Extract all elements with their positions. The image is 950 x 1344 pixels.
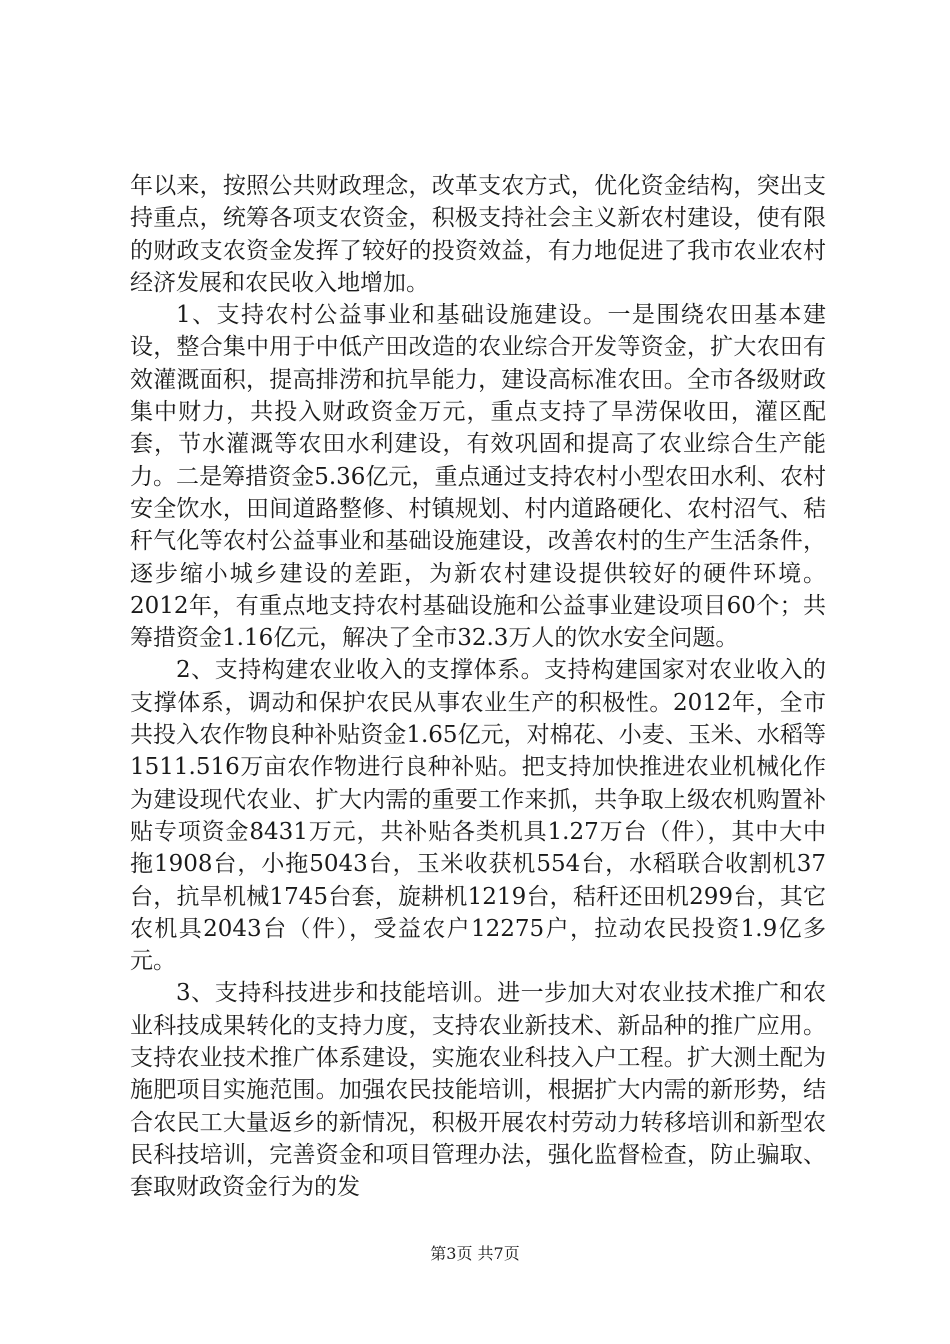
document-body xyxy=(130,170,826,1204)
paragraph-income-support: 2、支持构建农业收入的支撑体系。支持构建国家对农业收入的支撑体系，调动和保护农民从事农业生产的积极性。2012年，全市共投入农作物良种补贴资金1.65亿元，对棉花、小麦、玉米、水稻等1511.516万亩农作物进行良种补贴。把支持加快推进农业机械化作为建设现代农业、扩大内需的重要工作来抓，共争取上级农机购置补贴专项资金8431万元，共补贴各类机具1.27万台（件），其中大中拖1908台，小拖5043台，玉米收获机554台，水稻联合收割机37台，抗旱机械1745台套，旋耕机1219台，秸秆还田机299台，其它农机具2043台（件），受益农户12275户，拉动农民投资1.9亿多元。 xyxy=(130,657,826,975)
paragraph-infrastructure: 1、支持农村公益事业和基础设施建设。一是围绕农田基本建设，整合集中用于中低产田改造的农业综合开发等资金，扩大农田有效灌溉面积，提高排涝和抗旱能力，建设高标准农田。全市各级财政集中财力，共投入财政资金万元，重点支持了旱涝保收田，灌区配套，节水灌溉等农田水利建设，有效巩固和提高了农业综合生产能力。二是筹措资金5.36亿元，重点通过支持农村小型农田水利、农村安全饮水，田间道路整修、村镇规划、村内道路硬化、农村沼气、秸秆气化等农村公益事业和基础设施建设，改善农村的生产生活条件，逐步缩小城乡建设的差距，为新农村建设提供较好的硬件环境。2012年，有重点地支持农村基础设施和公益事业建设项目60个；共筹措资金1.16亿元，解决了全市32.3万人的饮水安全问题。 xyxy=(130,302,826,652)
page-number-footer: 第3页 共7页 xyxy=(430,1244,520,1263)
paragraph-continuation: 年以来，按照公共财政理念，改革支农方式，优化资金结构，突出支持重点，统筹各项支农资金，积极支持社会主义新农村建设，使有限的财政支农资金发挥了较好的投资效益，有力地促进了我市农业农村经济发展和农民收入地增加。 xyxy=(130,173,826,296)
paragraph-technology-training: 3、支持科技进步和技能培训。进一步加大对农业技术推广和农业科技成果转化的支持力度，支持农业新技术、新品种的推广应用。支持农业技术推广体系建设，实施农业科技入户工程。扩大测土配为施肥项目实施范围。加强农民技能培训，根据扩大内需的新形势，结合农民工大量返乡的新情况，积极开展农村劳动力转移培训和新型农民科技培训，完善资金和项目管理办法，强化监督检查，防止骗取、套取财政资金行为的发 xyxy=(130,980,826,1201)
